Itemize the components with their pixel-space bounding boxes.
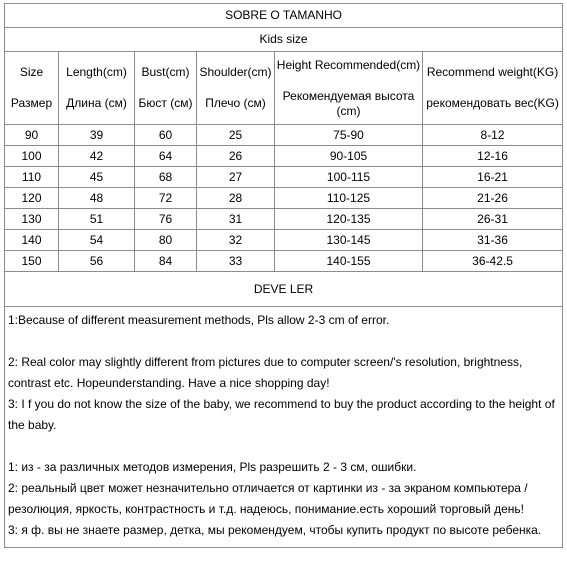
table-cell: 130-145 (275, 230, 423, 251)
data-rows (5, 125, 563, 272)
section-title: DEVE LER (5, 272, 563, 307)
table-cell: 68 (135, 167, 197, 188)
table-cell: 140-155 (275, 251, 423, 272)
table-cell: 100-115 (275, 167, 423, 188)
column-header-ru: Плечо (см) (205, 96, 266, 110)
table-row (5, 146, 563, 167)
table-row (5, 251, 563, 272)
column-header-en: Shoulder(cm) (199, 65, 272, 79)
table-cell: 120-135 (275, 209, 423, 230)
note-en-3: 3: I f you do not know the size of the baby, we recommend to buy the product according to the height of the baby. (8, 397, 555, 432)
column-header-ru: Рекомендуемая высота (cm) (282, 88, 415, 118)
table-cell: 90-105 (275, 146, 423, 167)
table-cell: 100 (5, 146, 59, 167)
note-en-1: 1:Because of different measurement methods, Pls allow 2-3 cm of error. (8, 313, 390, 327)
note-en-2: 2: Real color may slightly different from pictures due to computer screen/'s resolution, brightness, contrast etc. Hopeunderstanding. Have a nice shopping day! (8, 355, 523, 390)
column-header (423, 52, 563, 125)
table-cell: 36-42.5 (423, 251, 563, 272)
table-row (5, 188, 563, 209)
table-cell: 26-31 (423, 209, 563, 230)
column-header-ru: Размер (10, 96, 53, 110)
column-header (275, 52, 423, 125)
column-header (135, 52, 197, 125)
table-row (5, 167, 563, 188)
column-header-ru: Длина (см) (66, 96, 127, 110)
table-cell: 110 (5, 167, 59, 188)
table-cell: 12-16 (423, 146, 563, 167)
table-cell: 51 (59, 209, 135, 230)
size-chart-table (4, 3, 563, 548)
table-row (5, 125, 563, 146)
table-cell: 31-36 (423, 230, 563, 251)
table-cell: 80 (135, 230, 197, 251)
table-cell: 75-90 (275, 125, 423, 146)
column-header-ru: рекомендовать вес(KG) (426, 96, 559, 110)
header-row (5, 52, 563, 125)
table-row (5, 209, 563, 230)
table-cell: 21-26 (423, 188, 563, 209)
table-cell: 84 (135, 251, 197, 272)
table-row (5, 230, 563, 251)
table-cell: 150 (5, 251, 59, 272)
table-cell: 64 (135, 146, 197, 167)
note-ru-1: 1: из - за различных методов измерения, Pls разрешить 2 - 3 см, ошибки. (8, 460, 417, 474)
table-cell: 28 (197, 188, 275, 209)
table-cell: 56 (59, 251, 135, 272)
column-header (5, 52, 59, 125)
column-header-ru: Бюст (см) (138, 96, 193, 110)
table-cell: 32 (197, 230, 275, 251)
table-cell: 72 (135, 188, 197, 209)
table-cell: 25 (197, 125, 275, 146)
column-header (197, 52, 275, 125)
table-cell: 120 (5, 188, 59, 209)
table-cell: 26 (197, 146, 275, 167)
column-header-en: Bust(cm) (141, 65, 190, 79)
column-header-en: Length(cm) (66, 65, 127, 79)
table-cell: 39 (59, 125, 135, 146)
table-cell: 130 (5, 209, 59, 230)
note-ru-2: 2: реальный цвет может незначительно отличается от картинки из - за экраном компьютера / резолюция, яркость, контрастность и т.д. надеюсь, понимание.есть хороший торговый день! (8, 481, 528, 516)
column-header (59, 52, 135, 125)
table-cell: 42 (59, 146, 135, 167)
table-cell: 27 (197, 167, 275, 188)
table-cell: 31 (197, 209, 275, 230)
column-header-en: Size (19, 65, 44, 79)
table-cell: 110-125 (275, 188, 423, 209)
note-ru-3: 3: я ф. вы не знаете размер, детка, мы рекомендуем, чтобы купить продукт по высоте ребенка. (8, 523, 542, 537)
table-cell: 16-21 (423, 167, 563, 188)
chart-title: SOBRE O TAMANHO (5, 4, 563, 28)
table-cell: 48 (59, 188, 135, 209)
column-header-en: Height Recommended(cm) (276, 57, 421, 72)
table-cell: 33 (197, 251, 275, 272)
table-cell: 54 (59, 230, 135, 251)
chart-subtitle: Kids size (5, 28, 563, 52)
table-cell: 8-12 (423, 125, 563, 146)
table-cell: 140 (5, 230, 59, 251)
table-cell: 45 (59, 167, 135, 188)
table-cell: 76 (135, 209, 197, 230)
table-cell: 60 (135, 125, 197, 146)
notes-panel (5, 307, 563, 548)
table-cell: 90 (5, 125, 59, 146)
column-header-en: Recommend weight(KG) (426, 65, 559, 79)
